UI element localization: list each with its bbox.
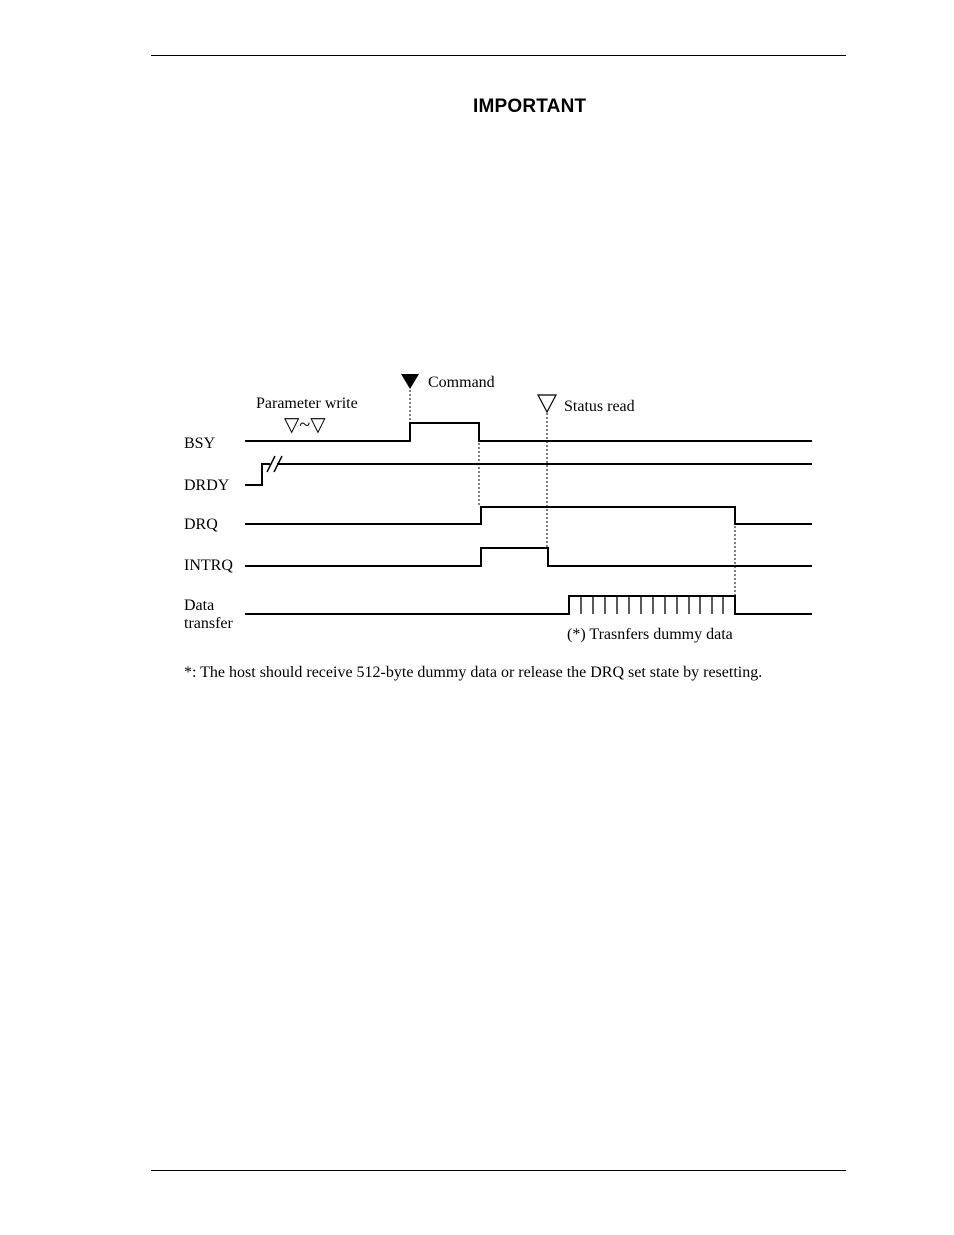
data-transfer-pulses: [581, 596, 723, 614]
dummy-data-annotation: (*) Trasnfers dummy data: [567, 626, 733, 643]
bsy-waveform: [245, 423, 812, 441]
page-heading: IMPORTANT: [473, 96, 587, 117]
signal-label-transfer: transfer: [184, 615, 233, 632]
footer-rule: [151, 1170, 846, 1171]
status-read-label: Status read: [564, 398, 635, 415]
intrq-waveform: [245, 548, 812, 566]
signal-label-intrq: INTRQ: [184, 557, 233, 574]
command-marker-icon: [401, 374, 419, 389]
command-label: Command: [428, 374, 495, 391]
signal-label-drdy: DRDY: [184, 477, 230, 494]
footnote: *: The host should receive 512-byte dummy data or release the DRQ set state by resetting.: [184, 664, 763, 681]
status-read-marker-icon: [538, 395, 556, 412]
signal-label-drq: DRQ: [184, 516, 218, 533]
data-transfer-waveform: [245, 596, 812, 614]
parameter-write-markers: ▽~▽: [284, 414, 326, 436]
parameter-write-label: Parameter write: [256, 395, 358, 412]
drdy-waveform-rise: [245, 464, 270, 485]
signal-label-bsy: BSY: [184, 435, 216, 452]
drq-waveform: [245, 507, 812, 524]
signal-label-data: Data: [184, 597, 215, 614]
